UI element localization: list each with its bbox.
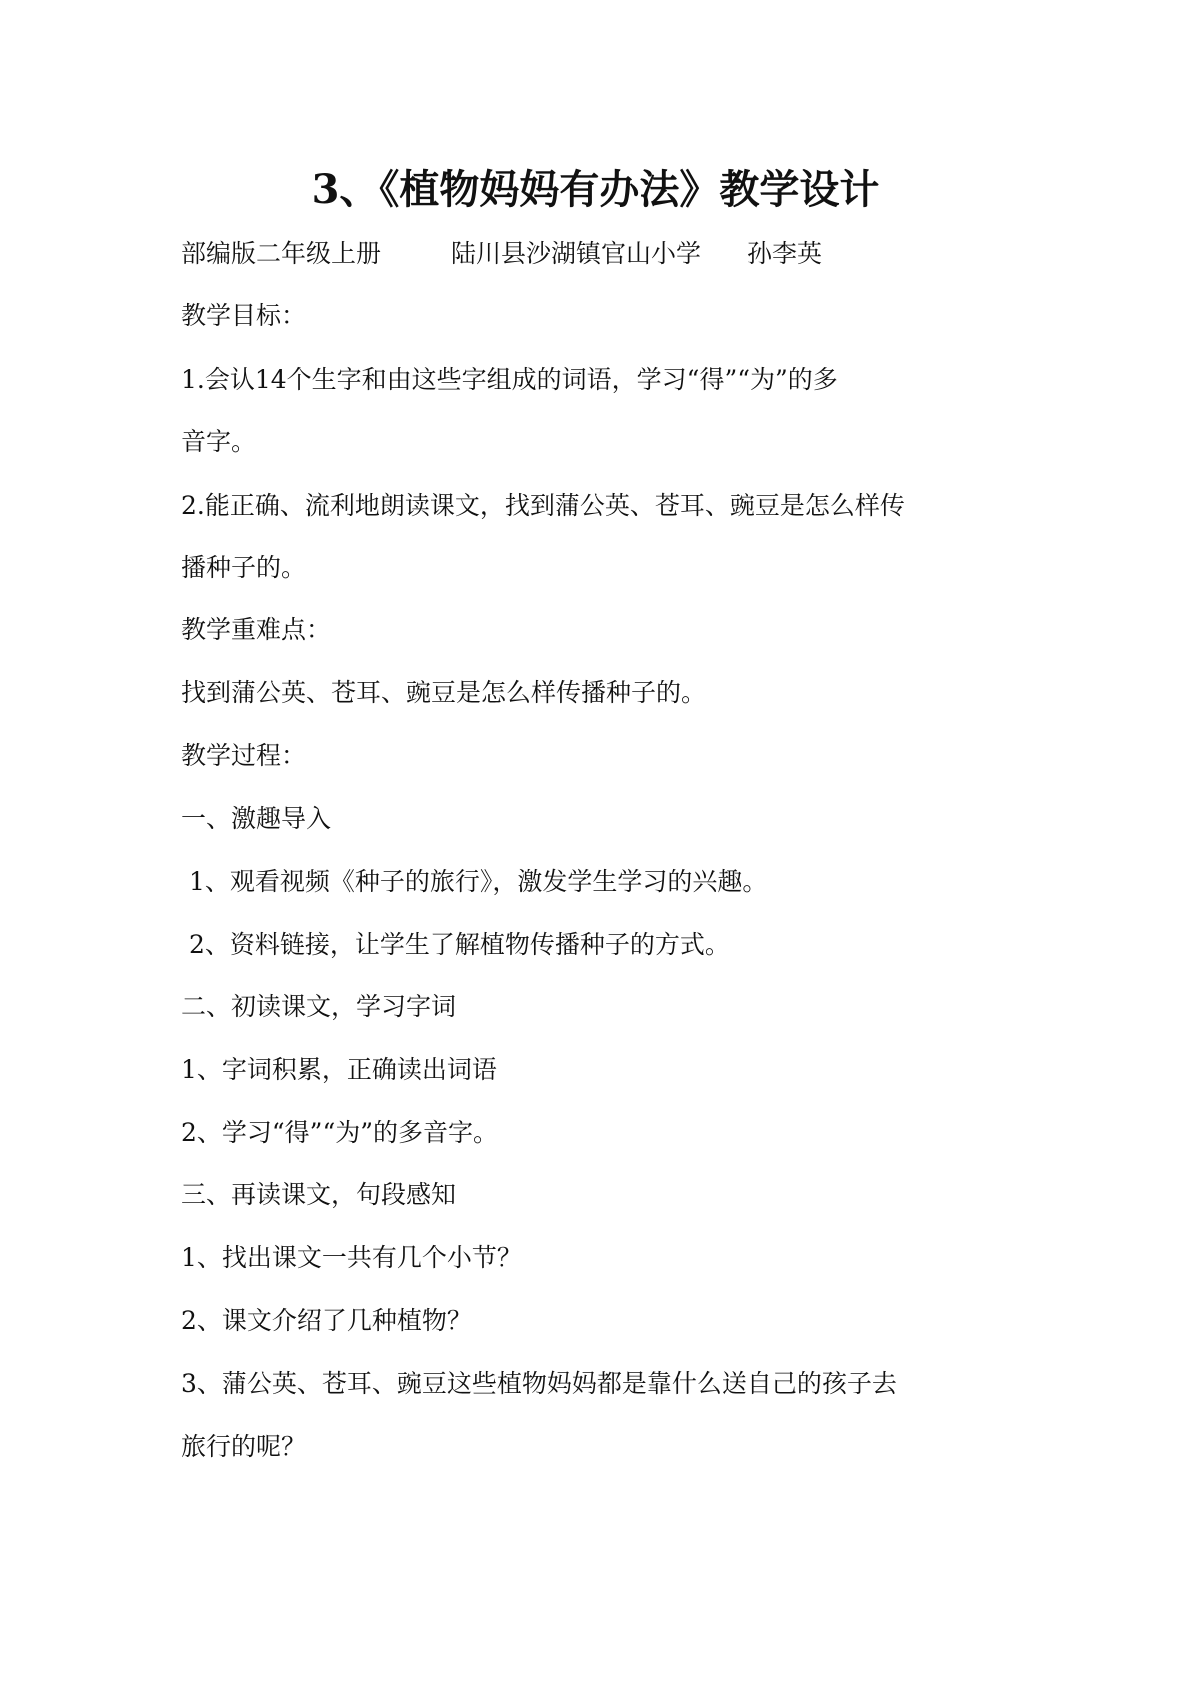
process-step-3-item-3-line-1: 3、蒲公英、苍耳、豌豆这些植物妈妈都是靠什么送自己的孩子去 — [181, 1369, 897, 1398]
process-step-2-item-2: 2、学习“得”“为”的多音字。 — [181, 1118, 499, 1147]
objective-2-line-1: 2.能正确、流利地朗读课文，找到蒲公英、苍耳、豌豆是怎么样传 — [181, 491, 905, 520]
process-step-1-heading: 一、激趣导入 — [181, 804, 332, 833]
section-heading-objectives: 教学目标： — [181, 301, 307, 330]
process-step-1-item-2: 2、资料链接，让学生了解植物传播种子的方式。 — [181, 930, 730, 959]
process-step-3-item-2: 2、课文介绍了几种植物？ — [181, 1306, 472, 1335]
edition-text: 部编版二年级上册 — [181, 239, 382, 268]
objective-2-line-2: 播种子的。 — [181, 553, 307, 582]
section-heading-key-points: 教学重难点： — [181, 615, 332, 644]
process-step-2-heading: 二、初读课文，学习字词 — [181, 992, 457, 1021]
key-point-text: 找到蒲公英、苍耳、豌豆是怎么样传播种子的。 — [181, 678, 707, 707]
objective-1-line-1: 1.会认14个生字和由这些字组成的词语，学习“得”“为”的多 — [181, 365, 838, 394]
author-text: 孙李英 — [747, 239, 823, 268]
school-text: 陆川县沙湖镇官山小学 — [451, 239, 702, 268]
process-step-3-heading: 三、再读课文，句段感知 — [181, 1180, 457, 1209]
section-heading-process: 教学过程： — [181, 741, 307, 770]
objective-1-line-2: 音字。 — [181, 427, 257, 456]
document-meta — [181, 236, 822, 272]
process-step-3-item-1: 1、找出课文一共有几个小节？ — [181, 1243, 522, 1272]
process-step-3-item-3-line-2: 旅行的呢？ — [181, 1432, 307, 1461]
document-title: 3、《植物妈妈有办法》教学设计 — [311, 166, 880, 213]
process-step-1-item-1: 1、观看视频《种子的旅行》，激发学生学习的兴趣。 — [181, 867, 768, 896]
process-step-2-item-1: 1、字词积累，正确读出词语 — [181, 1055, 497, 1084]
